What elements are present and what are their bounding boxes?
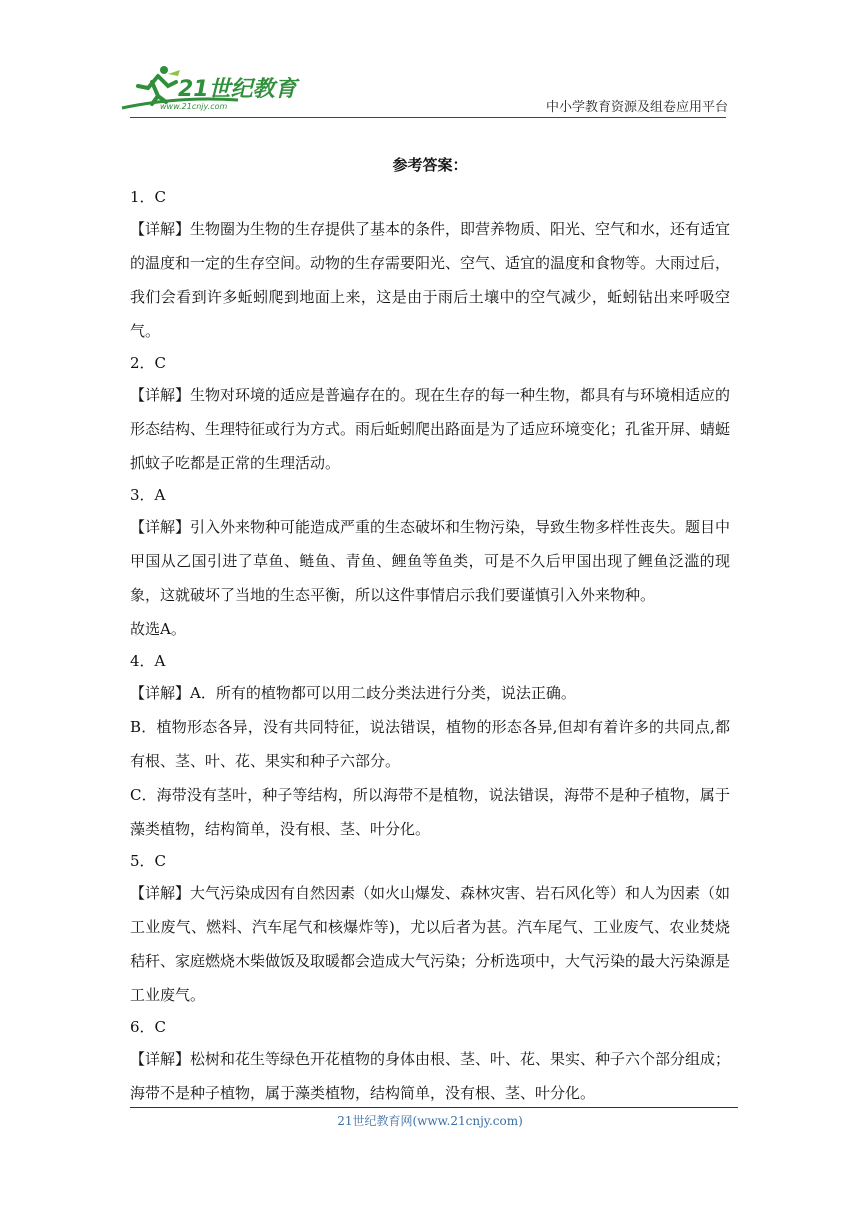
- page-header: [118, 62, 728, 122]
- answer-item: [130, 480, 730, 646]
- svg-text:21世纪教育: 21世纪教育: [178, 77, 297, 102]
- answer-item: [130, 846, 730, 1012]
- explanation-paragraph: 【详解】松树和花生等绿色开花植物的身体由根、茎、叶、花、果实、种子六个部分组成；海带不是种子植物，属于藻类植物，结构简单，没有根、茎、叶分化。: [130, 1050, 731, 1102]
- answer-label: 2．C: [130, 354, 167, 372]
- page-title: 参考答案：: [392, 156, 468, 174]
- explanation-paragraph: 故选A。: [130, 620, 186, 638]
- answer-item: [130, 348, 730, 480]
- platform-name: 中小学教育资源及组卷应用平台: [545, 100, 728, 115]
- answer-label: 6．C: [130, 1018, 167, 1036]
- footer-text[interactable]: 21世纪教育网(www.21cnjy.com): [337, 1114, 523, 1128]
- explanation-paragraph: 【详解】大气污染成因有自然因素（如火山爆发、森林灾害、岩石风化等）和人为因素（如工业废气、燃料、汽车尾气和核爆炸等)，尤以后者为甚。汽车尾气、工业废气、农业焚烧秸秆、家庭燃烧木柴做饭及取暖都会造成大气污染；分析选项中，大气污染的最大污染源是工业废气。: [130, 884, 731, 1004]
- answer-label: 4．A: [130, 652, 166, 670]
- answer-label: 5．C: [130, 852, 167, 870]
- answer-label: 3．A: [130, 486, 166, 504]
- answer-item: [130, 1012, 730, 1110]
- explanation-paragraph: B．植物形态各异，没有共同特征，说法错误，植物的形态各异,但却有着许多的共同点,都有根、茎、叶、花、果实和种子六部分。: [130, 718, 730, 770]
- footer-divider: [130, 1107, 738, 1108]
- header-divider: [130, 117, 726, 118]
- explanation-paragraph: 【详解】生物对环境的适应是普遍存在的。现在生存的每一种生物，都具有与环境相适应的形态结构、生理特征或行为方式。雨后蚯蚓爬出路面是为了适应环境变化；孔雀开屏、蜻蜓抓蚊子吃都是正常的生理活动。: [130, 386, 731, 472]
- explanation-paragraph: 【详解】生物圈为生物的生存提供了基本的条件，即营养物质、阳光、空气和水，还有适宜的温度和一定的生存空间。动物的生存需要阳光、空气、适宜的温度和食物等。大雨过后，我们会看到许多蚯蚓爬到地面上来，这是由于雨后土壤中的空气减少，蚯蚓钻出来呼吸空气。: [130, 220, 731, 340]
- explanation-paragraph: C．海带没有茎叶，种子等结构，所以海带不是植物，说法错误，海带不是种子植物，属于藻类植物，结构简单，没有根、茎、叶分化。: [130, 786, 730, 838]
- svg-text:www.21cnjy.com: www.21cnjy.com: [160, 102, 228, 111]
- answer-list: [130, 182, 730, 1110]
- site-logo: [118, 62, 318, 112]
- answer-label: 1．C: [130, 188, 167, 206]
- explanation-paragraph: 【详解】引入外来物种可能造成严重的生态破坏和生物污染，导致生物多样性丧失。题目中甲国从乙国引进了草鱼、鲢鱼、青鱼、鲤鱼等鱼类，可是不久后甲国出现了鲤鱼泛滥的现象，这就破坏了当地的生态平衡，所以这件事情启示我们要谨慎引入外来物种。: [130, 518, 731, 604]
- answer-item: [130, 646, 730, 846]
- explanation-paragraph: 【详解】A．所有的植物都可以用二歧分类法进行分类，说法正确。: [130, 684, 576, 702]
- answer-content: [130, 150, 730, 1110]
- answer-item: [130, 182, 730, 348]
